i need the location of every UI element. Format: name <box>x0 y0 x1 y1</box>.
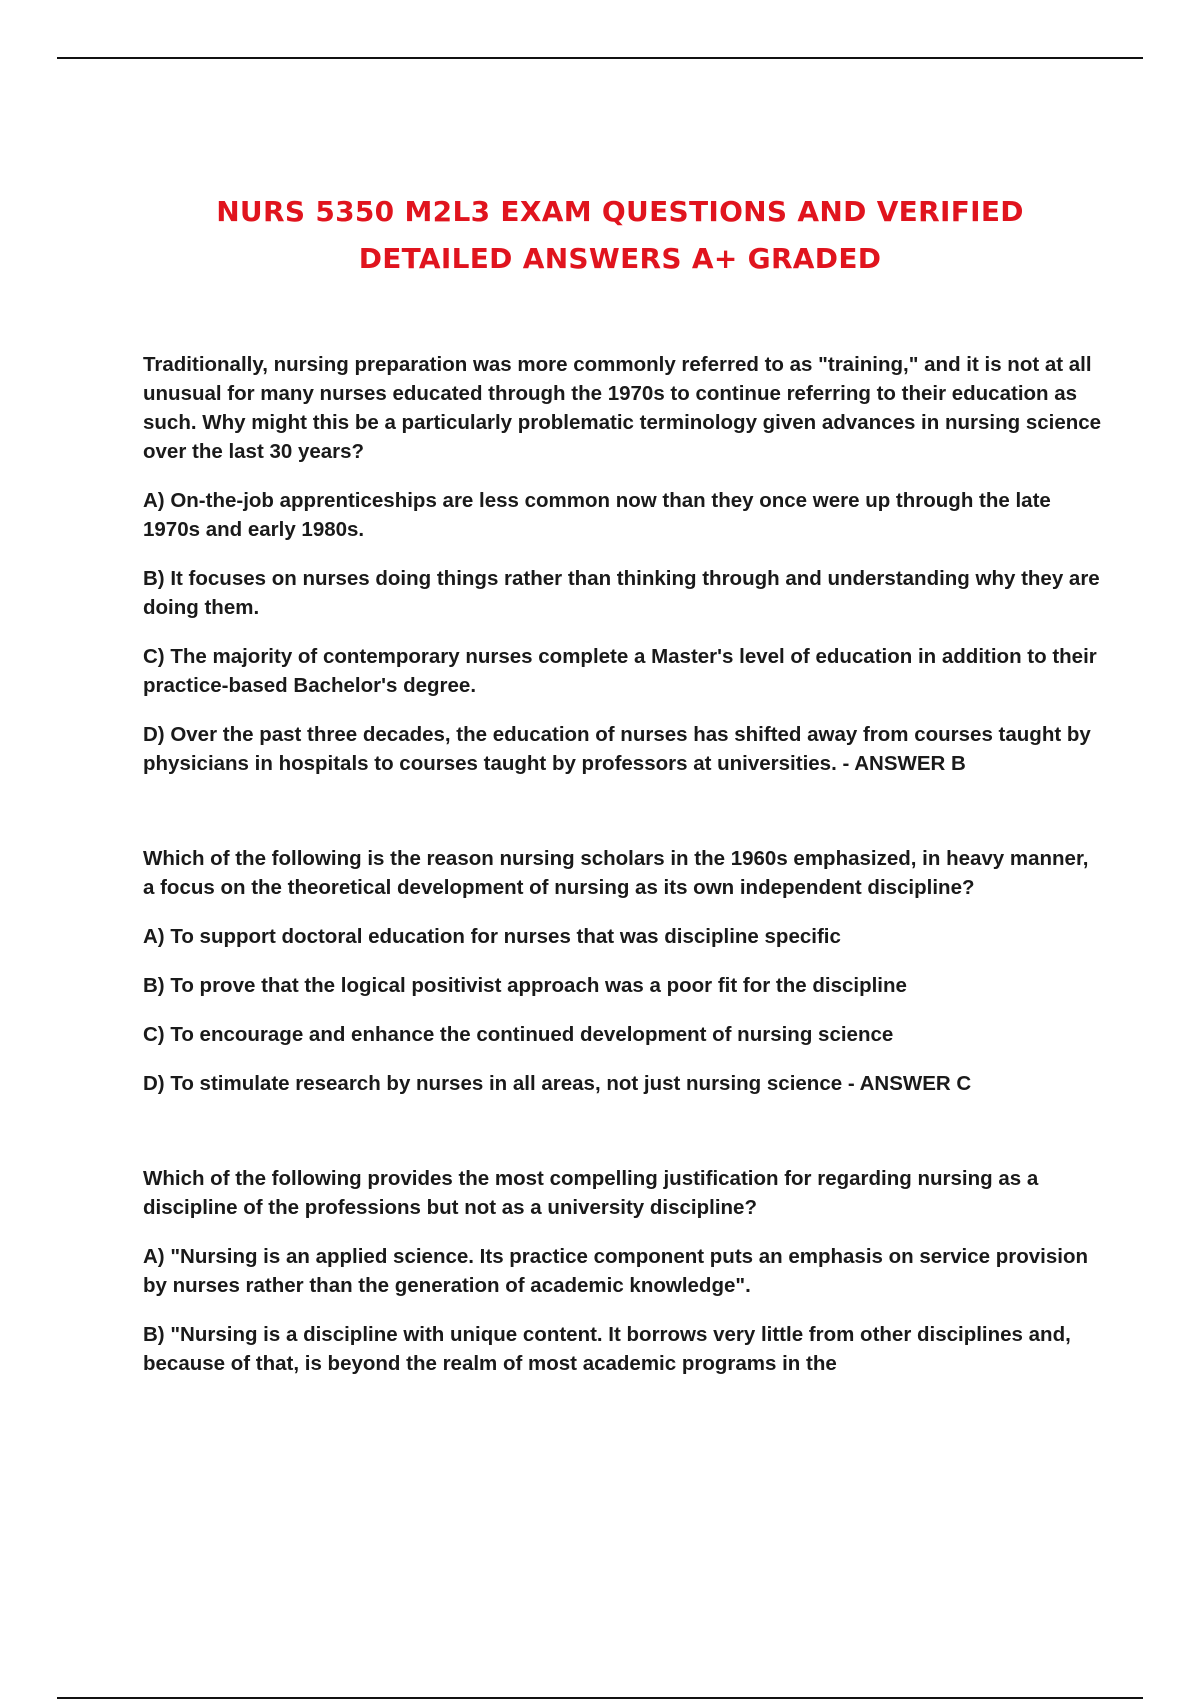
option-a: A) "Nursing is an applied science. Its practice component puts an emphasis on service provision by nurses rather than the generation of academic knowledge". <box>143 1245 1089 1297</box>
option-a: A) To support doctoral education for nurses that was discipline specific <box>143 925 841 948</box>
option-b: B) "Nursing is a discipline with unique content. It borrows very little from other disciplines and, because of that, is beyond the realm of most academic programs in the <box>143 1323 1071 1375</box>
option-b: B) It focuses on nurses doing things rather than thinking through and understanding why they are doing them. <box>143 567 1100 619</box>
question-text: Which of the following is the reason nursing scholars in the 1960s emphasized, in heavy manner, a focus on the theoretical development of nursing as its own independent discipline? <box>143 847 1089 899</box>
question-3 <box>143 1164 1103 1378</box>
top-rule <box>57 57 1143 59</box>
option-c: C) The majority of contemporary nurses complete a Master's level of education in addition to their practice-based Bachelor's degree. <box>143 645 1097 697</box>
option-b: B) To prove that the logical positivist approach was a poor fit for the discipline <box>143 974 907 997</box>
title-line-1: NURS 5350 M2L3 EXAM QUESTIONS AND VERIFIED <box>216 195 1024 228</box>
document-body <box>143 350 1103 1378</box>
bottom-rule <box>57 1697 1143 1699</box>
option-d-answer: D) To stimulate research by nurses in all areas, not just nursing science - ANSWER C <box>143 1072 972 1095</box>
document-title <box>0 188 1200 282</box>
option-d-answer: D) Over the past three decades, the education of nurses has shifted away from courses taught by physicians in hospitals to courses taught by professors at universities. - ANSWER B <box>143 723 1091 775</box>
question-text: Traditionally, nursing preparation was more commonly referred to as "training," and it is not at all unusual for many nurses educated through the 1970s to continue referring to their education as such. Why might this be a particularly problematic terminology given advances in nursing science over the last 30 years? <box>143 353 1102 463</box>
option-a: A) On-the-job apprenticeships are less common now than they once were up through the late 1970s and early 1980s. <box>143 489 1051 541</box>
title-line-2: DETAILED ANSWERS A+ GRADED <box>358 242 882 275</box>
question-1 <box>143 350 1103 778</box>
question-text: Which of the following provides the most compelling justification for regarding nursing as a discipline of the professions but not as a university discipline? <box>143 1167 1039 1219</box>
question-2 <box>143 844 1103 1098</box>
option-c: C) To encourage and enhance the continued development of nursing science <box>143 1023 894 1046</box>
